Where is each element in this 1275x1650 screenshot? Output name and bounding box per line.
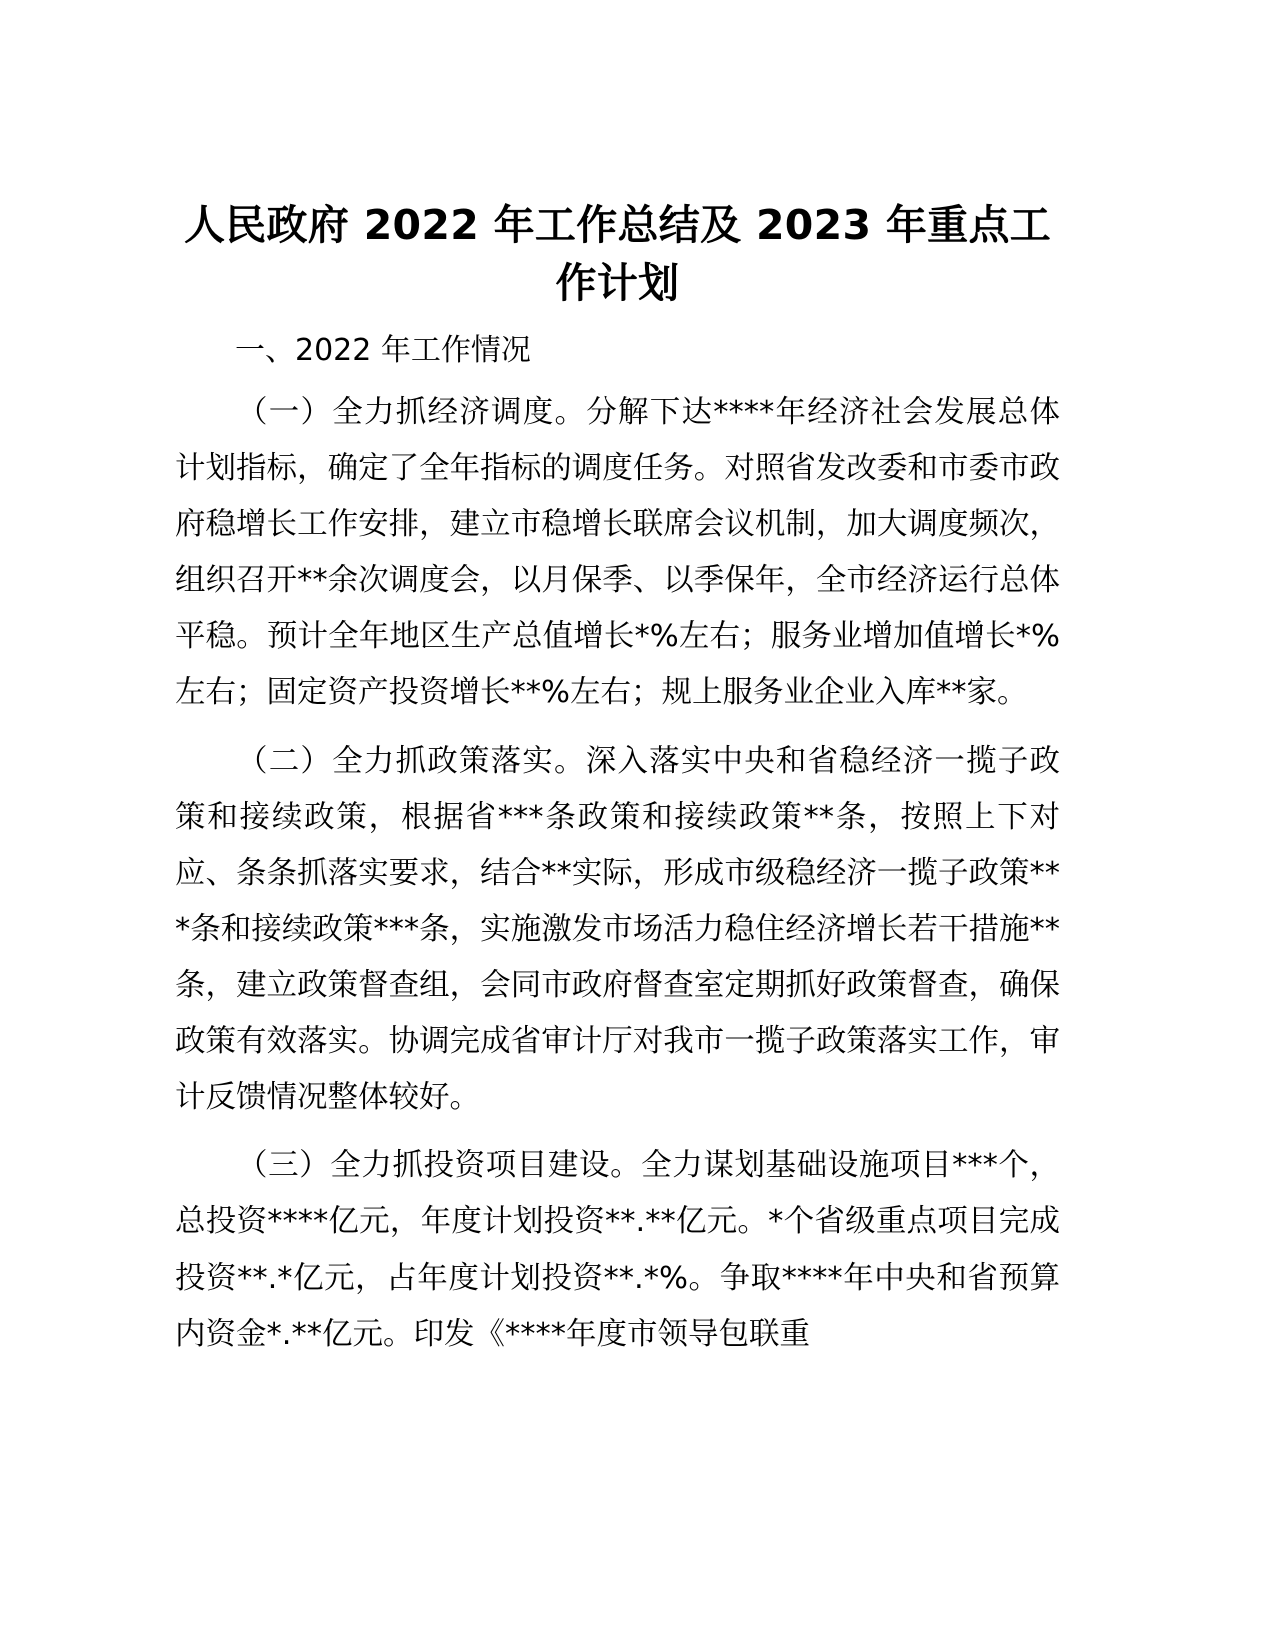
document-body [175, 196, 1060, 1363]
paragraph-policy-implementation: （二）全力抓政策落实。深入落实中央和省稳经济一揽子政策和接续政策，根据省***条政策和接续政策**条，按照上下对应、条条抓落实要求，结合**实际，形成市级稳经济一揽子政策***条和接续政策***条，实施激发市场活力稳住经济增长若干措施**条，建立政策督查组，会同市政府督查室定期抓好政策督查，确保政策有效落实。协调完成省审计厅对我市一揽子政策落实工作，审计反馈情况整体较好。 [175, 743, 1060, 1116]
section-heading-2022-work: 一、2022 年工作情况 [235, 333, 531, 369]
paragraph-investment-projects: （三）全力抓投资项目建设。全力谋划基础设施项目***个，总投资****亿元，年度计划投资**.**亿元。*个省级重点项目完成投资**.*亿元，占年度计划投资**.*%。争取****年中央和省预算内资金*.**亿元。印发《****年度市领导包联重 [175, 1148, 1060, 1352]
page-title: 人民政府 2022 年工作总结及 2023 年重点工作计划 [183, 201, 1052, 308]
paragraph-economic-scheduling: （一）全力抓经济调度。分解下达****年经济社会发展总体计划指标，确定了全年指标的调度任务。对照省发改委和市委市政府稳增长工作安排，建立市稳增长联席会议机制，加大调度频次，组织召开**余次调度会，以月保季、以季保年，全市经济运行总体平稳。预计全年地区生产总值增长*%左右；服务业增加值增长*%左右；固定资产投资增长**%左右；规上服务业企业入库**家。 [175, 394, 1060, 711]
